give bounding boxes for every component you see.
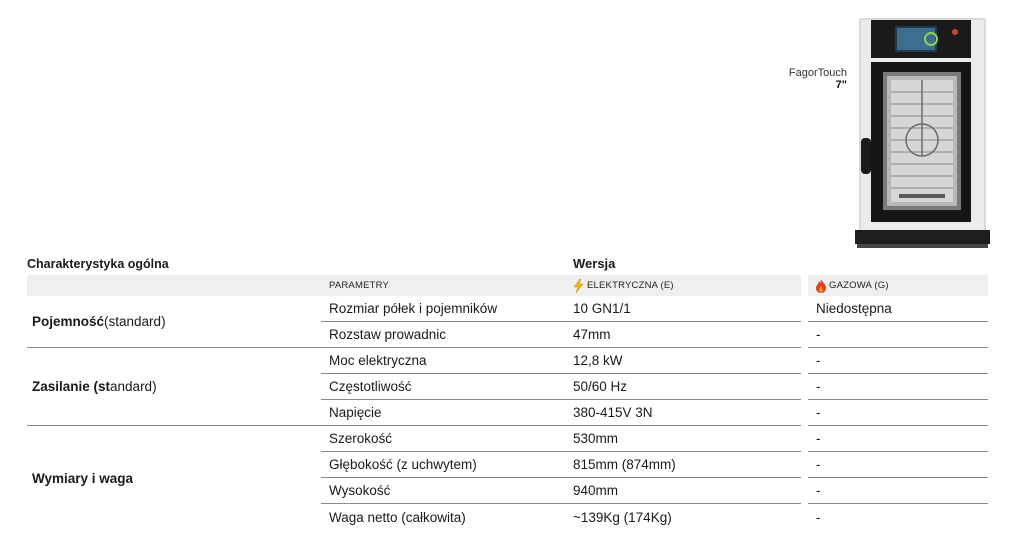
row-elektryczna: 12,8 kW (565, 348, 801, 374)
row-elektryczna: 47mm (565, 322, 801, 348)
section-title: Charakterystyka ogólna (27, 257, 169, 271)
row-elektryczna: 940mm (565, 478, 801, 504)
row-gazowa: - (808, 348, 988, 374)
header-group-cell (27, 275, 321, 296)
row-param: Wysokość (321, 478, 565, 504)
model-label (789, 67, 847, 91)
lightning-icon (573, 279, 584, 293)
row-gazowa: Niedostępna (808, 296, 988, 322)
group-label-rest: (standard) (104, 314, 166, 329)
row-elektryczna: 815mm (874mm) (565, 452, 801, 478)
group-label-main: Wymiary i waga (32, 470, 134, 486)
group-label-main: Pojemność (32, 314, 105, 329)
row-elektryczna: 10 GN1/1 (565, 296, 801, 322)
row-gazowa: - (808, 426, 988, 452)
row-gazowa: - (816, 509, 821, 525)
group-pojemnosc (27, 296, 321, 348)
header-parametry-label: PARAMETRY (329, 280, 390, 291)
row-param: Moc elektryczna (321, 348, 565, 374)
row-param: Szerokość (321, 426, 565, 452)
model-name: FagorTouch (788, 67, 847, 79)
row-gazowa: - (808, 322, 988, 348)
row-param: Waga netto (całkowita) (329, 509, 466, 525)
row-gazowa: - (808, 478, 988, 504)
header-gazowa (808, 275, 988, 296)
row-gazowa: - (808, 374, 988, 400)
group-label-rest: andard) (110, 379, 157, 394)
flame-icon (816, 279, 826, 293)
model-size: 7" (835, 79, 847, 91)
row-elektryczna: 530mm (565, 426, 801, 452)
row-param: Głębokość (z uchwytem) (321, 452, 565, 478)
row-param: Napięcie (321, 400, 565, 426)
row-elektryczna: ~139Kg (174Kg) (573, 509, 672, 525)
oven-image (855, 18, 990, 248)
row-elektryczna: 50/60 Hz (565, 374, 801, 400)
header-gazowa-label: GAZOWA (G) (829, 280, 889, 291)
version-title: Wersja (573, 256, 616, 271)
row-gazowa: - (808, 400, 988, 426)
group-zasilanie (27, 348, 321, 426)
row-param: Rozstaw prowadnic (321, 322, 565, 348)
row-param: Częstotliwość (321, 374, 565, 400)
group-label-main: Zasilanie (st (32, 379, 111, 394)
header-parametry (321, 275, 565, 296)
group-wymiary (27, 426, 321, 530)
row-elektryczna: 380-415V 3N (565, 400, 801, 426)
header-elektryczna-label: ELEKTRYCZNA (E) (587, 280, 674, 291)
row-gazowa: - (808, 452, 988, 478)
header-elektryczna (565, 275, 801, 296)
row-param: Rozmiar półek i pojemników (321, 296, 565, 322)
